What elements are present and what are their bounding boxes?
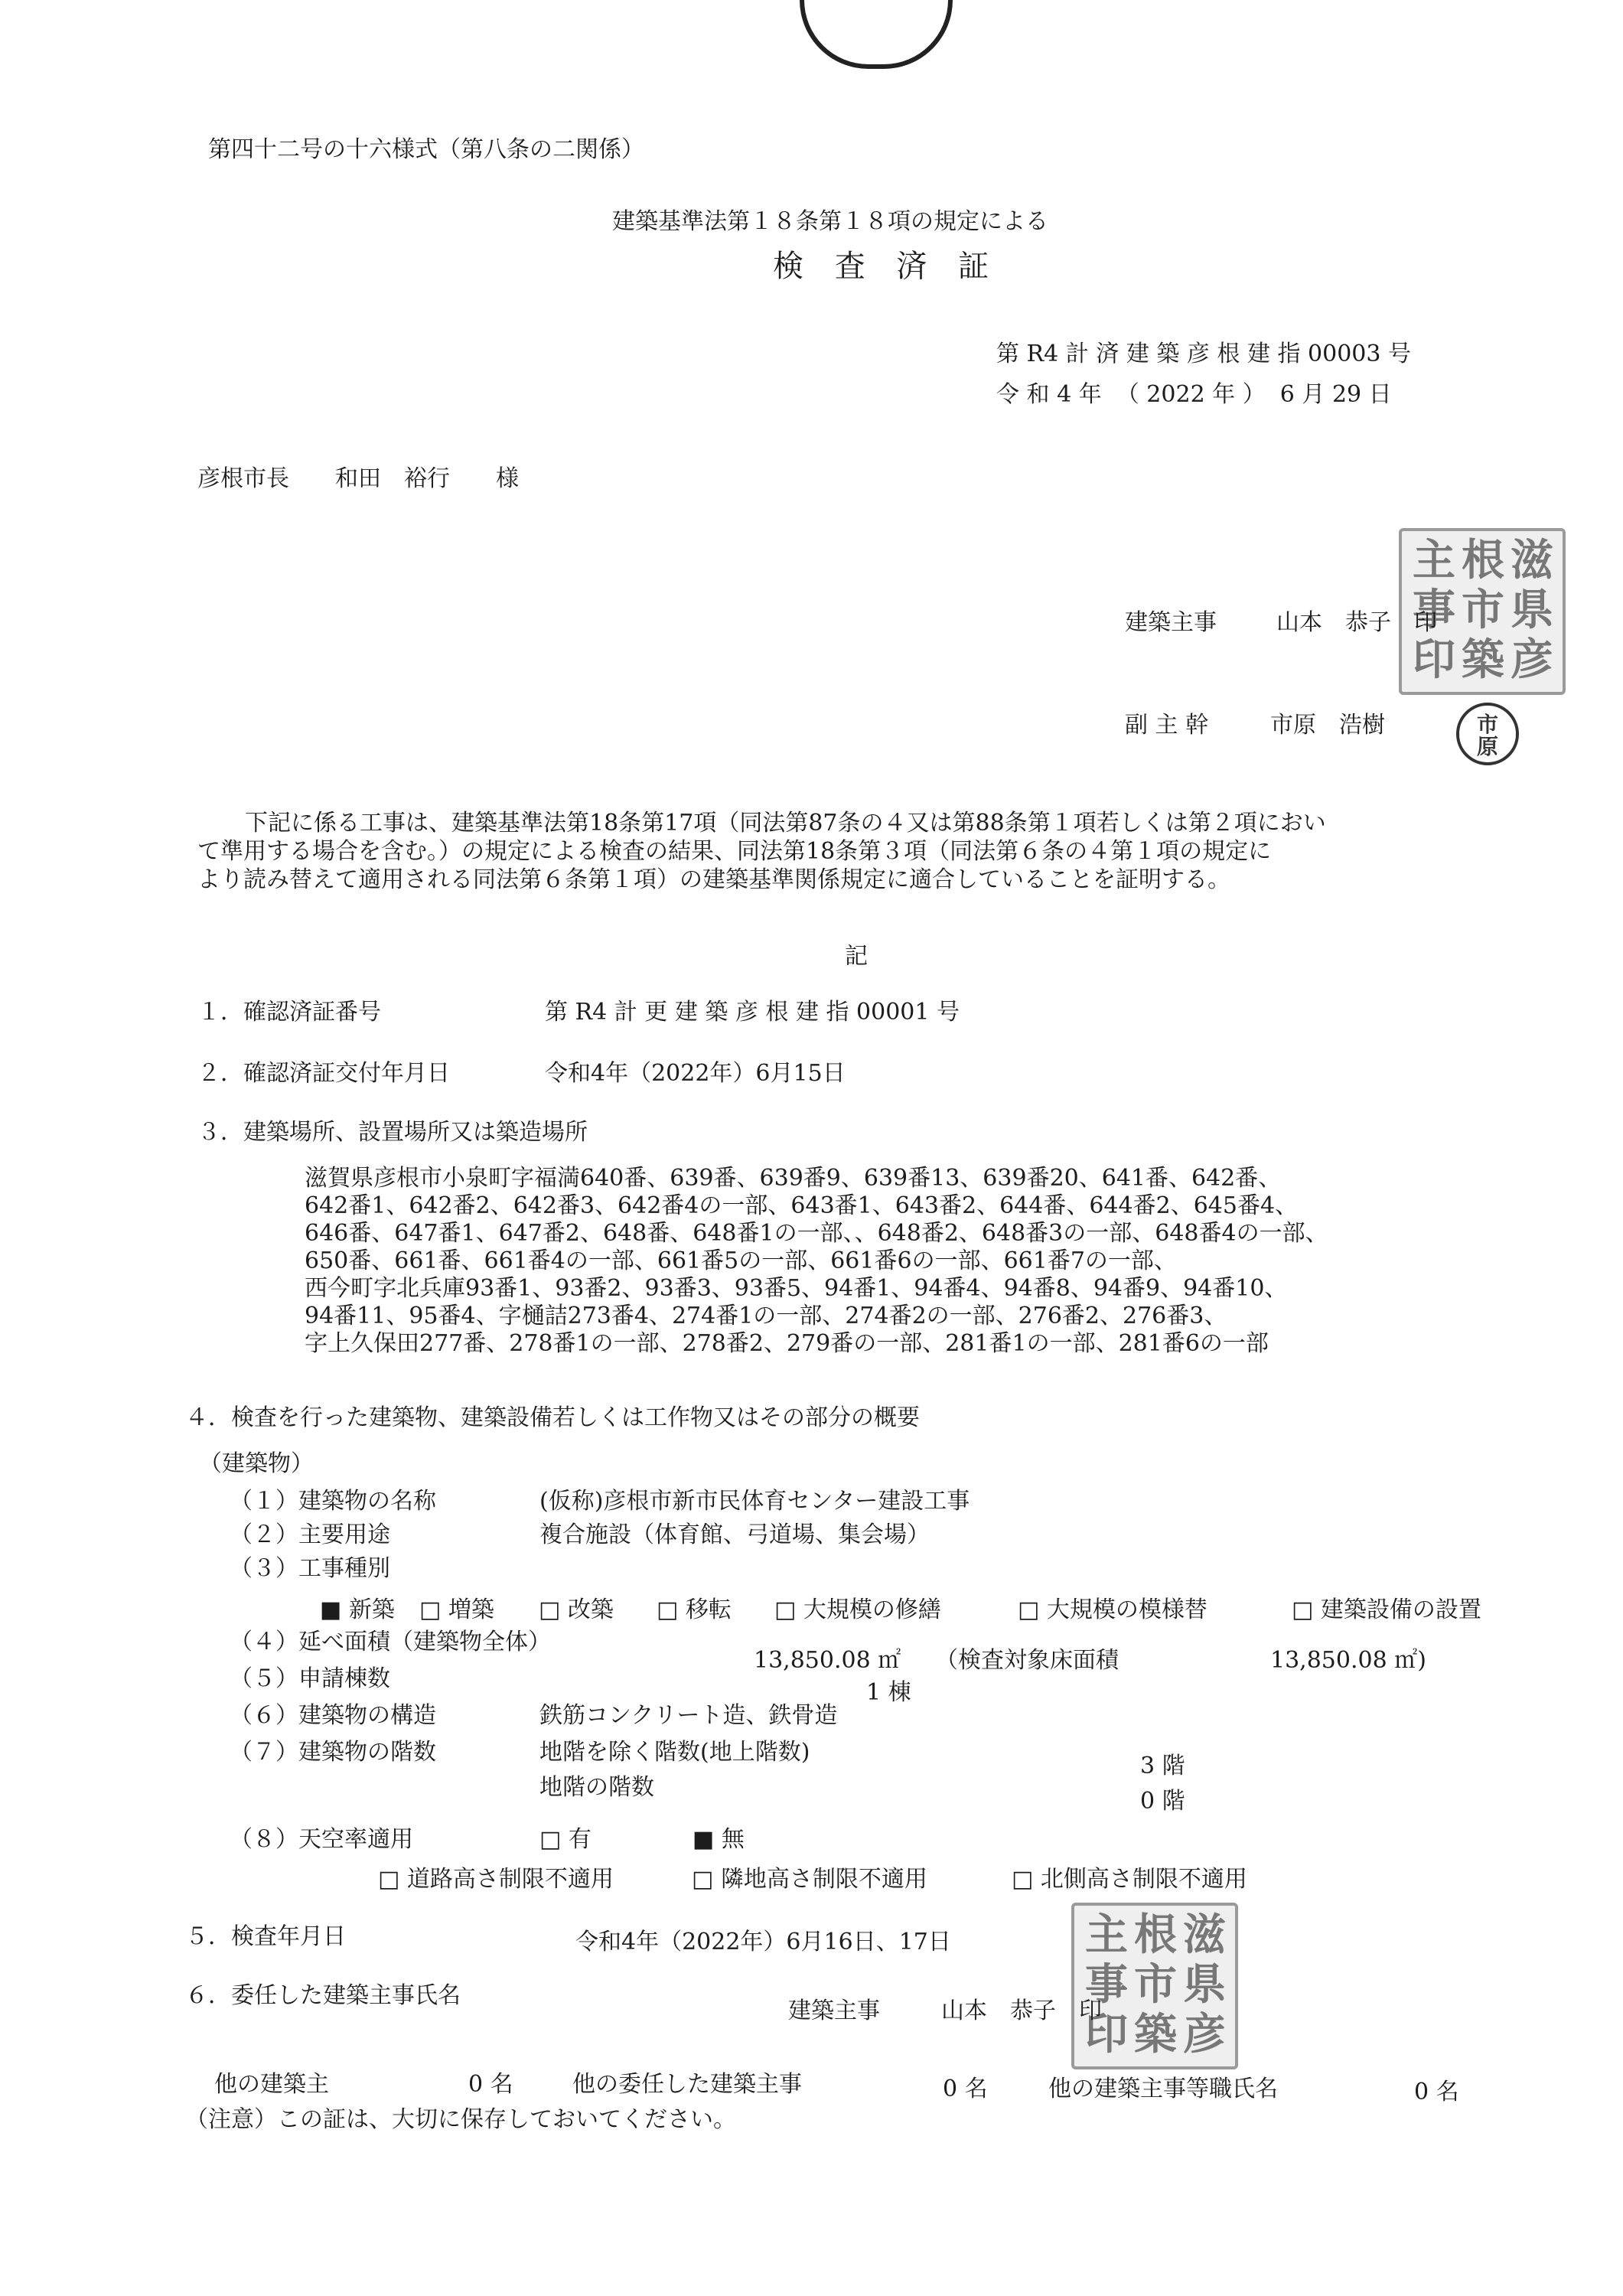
work-type-label: （３）工事種別 — [230, 1555, 390, 1582]
sky-ratio-no: ■ 無 — [693, 1826, 745, 1853]
certificate-number: 第 R4 計 済 建 築 彦 根 建 指 00003 号 — [996, 341, 1412, 367]
floors-below-label: 地階の階数 — [539, 1774, 654, 1801]
item3-line-1: 滋賀県彦根市小泉町字福満640番、639番、639番9、639番13、639番20、641番、642番、 — [305, 1165, 1282, 1192]
building-count-label: （５）申請棟数 — [230, 1665, 390, 1692]
work-type-rebuild: □ 改築 — [539, 1596, 614, 1623]
addressee: 彦根市長 和田 裕行 様 — [197, 465, 519, 492]
body-line-1: 下記に係る工事は、建築基準法第18条第17項（同法第87条の４又は第88条第１項若しくは第２項におい — [245, 810, 1326, 837]
item3-line-2: 642番1、642番2、642番3、642番4の一部、643番1、643番2、644番、644番2、645番4、 — [305, 1192, 1299, 1219]
floors-below-value: 0 階 — [1140, 1788, 1185, 1815]
item3-line-4: 650番、661番、661番4の一部、661番5の一部、661番6の一部、661番7の一部、 — [305, 1247, 1177, 1274]
item1-value: 第 R4 計 更 建 築 彦 根 建 指 00001 号 — [545, 999, 960, 1026]
item3-line-5: 西今町字北兵庫93番1、93番2、93番3、93番5、94番1、94番4、94番8、94番9、94番10、 — [305, 1275, 1288, 1302]
official-square-seal: 主 事 印 根 市 築 滋 県 彦 — [1399, 528, 1566, 695]
officer2-role: 副 主 幹 — [1125, 712, 1209, 739]
item4-label: ４．検査を行った建築物、建築設備若しくは工作物又はその部分の概要 — [185, 1404, 920, 1431]
sky-ratio-yes: □ 有 — [539, 1826, 592, 1853]
official-square-seal-2: 主 事 印 根 市 築 滋 県 彦 — [1071, 1903, 1238, 2069]
officer1-role: 建築主事 — [1125, 609, 1217, 636]
floors-above-label: 地階を除く階数(地上階数) — [539, 1739, 810, 1766]
item3-line-6: 94番11、95番4、字樋詰273番4、274番1の一部、274番2の一部、276番2、276番3、 — [305, 1303, 1227, 1329]
building-name-value: (仮称)彦根市新市民体育センター建設工事 — [539, 1488, 970, 1515]
item5-value: 令和4年（2022年）6月16日、17日 — [575, 1929, 951, 1955]
main-use-label: （２）主要用途 — [230, 1521, 390, 1548]
item5-label: ５．検査年月日 — [185, 1923, 346, 1950]
main-use-value: 複合施設（体育館、弓道場、集会場） — [539, 1521, 930, 1548]
other-staff-value: 0 名 — [1414, 2079, 1459, 2105]
item3-line-3: 646番、647番1、647番2、648番、648番1の一部、、648番2、648番3の一部、648番4の一部、 — [305, 1220, 1328, 1247]
inspected-area-value: 13,850.08 ㎡) — [1270, 1647, 1426, 1674]
form-name: 第四十二号の十六様式（第八条の二関係） — [208, 136, 644, 163]
officer2-name: 市原 浩樹 — [1270, 712, 1385, 739]
other-delegated-label: 他の委任した建築主事 — [572, 2071, 802, 2098]
body-line-3: より読み替えて適用される同法第６条第１項）の建築基準関係規定に適合していることを証明する。 — [197, 866, 1230, 893]
work-type-relocation: □ 移転 — [657, 1596, 732, 1623]
item3-label: ３．建築場所、設置場所又は築造場所 — [197, 1119, 588, 1146]
other-delegated-value: 0 名 — [943, 2076, 988, 2102]
item6-name: 山本 恭子 印 — [941, 1998, 1102, 2024]
document-title: 検 査 済 証 — [773, 249, 1000, 284]
sky-option-north: □ 北側高さ制限不適用 — [1012, 1866, 1247, 1893]
work-type-major-remodel: □ 大規模の模様替 — [1018, 1596, 1207, 1623]
work-type-extension: □ 増築 — [419, 1596, 494, 1623]
floors-above-value: 3 階 — [1140, 1753, 1185, 1779]
body-line-2: て準用する場合を含む。）の規定による検査の結果、同法第18条第３項（同法第６条の４第１項の規定に — [197, 838, 1272, 865]
structure-value: 鉄筋コンクリート造、鉄骨造 — [539, 1702, 838, 1729]
item1-label: １．確認済証番号 — [197, 999, 381, 1026]
caution-note: （注意）この証は、大切に保存しておいてください。 — [185, 2106, 736, 2133]
item4-section: （建築物） — [199, 1450, 314, 1477]
work-type-new: ■ 新築 — [320, 1596, 395, 1623]
building-name-label: （１）建築物の名称 — [230, 1488, 436, 1515]
floor-area-value: 13,850.08 ㎡ — [754, 1647, 901, 1674]
item6-role: 建築主事 — [788, 1998, 880, 2024]
structure-label: （６）建築物の構造 — [230, 1702, 436, 1729]
officer1-name: 山本 恭子 印 — [1276, 609, 1437, 636]
item6-label: ６．委任した建築主事氏名 — [185, 1982, 461, 2009]
document-subtitle: 建築基準法第１８条第１８項の規定による — [612, 208, 1048, 235]
item2-value: 令和4年（2022年）6月15日 — [545, 1060, 846, 1087]
top-binding-mark — [800, 0, 953, 69]
item3-line-7: 字上久保田277番、278番1の一部、278番2、279番の一部、281番1の一部、281番6の一部 — [305, 1330, 1269, 1357]
floors-label: （７）建築物の階数 — [230, 1739, 436, 1766]
other-owner-label: 他の建築主 — [214, 2071, 329, 2098]
building-count-value: 1 棟 — [866, 1679, 911, 1706]
other-staff-label: 他の建築主事等職氏名 — [1048, 2076, 1278, 2102]
inspected-area-label: （検査対象床面積 — [935, 1647, 1119, 1674]
work-type-equipment: □ 建築設備の設置 — [1292, 1596, 1481, 1623]
other-owner-value: 0 名 — [468, 2071, 513, 2098]
round-personal-seal: 市 原 — [1456, 703, 1519, 765]
item2-label: ２．確認済証交付年月日 — [197, 1060, 450, 1087]
sky-ratio-label: （８）天空率適用 — [230, 1826, 413, 1853]
work-type-major-repair: □ 大規模の修繕 — [774, 1596, 941, 1623]
ki-heading: 記 — [845, 943, 868, 970]
certificate-date: 令 和 4 年 （ 2022 年 ） 6 月 29 日 — [996, 381, 1392, 408]
floor-area-label: （４）延べ面積（建築物全体） — [230, 1629, 551, 1655]
sky-option-road: □ 道路高さ制限不適用 — [378, 1866, 614, 1893]
sky-option-adjacent: □ 隣地高さ制限不適用 — [692, 1866, 927, 1893]
